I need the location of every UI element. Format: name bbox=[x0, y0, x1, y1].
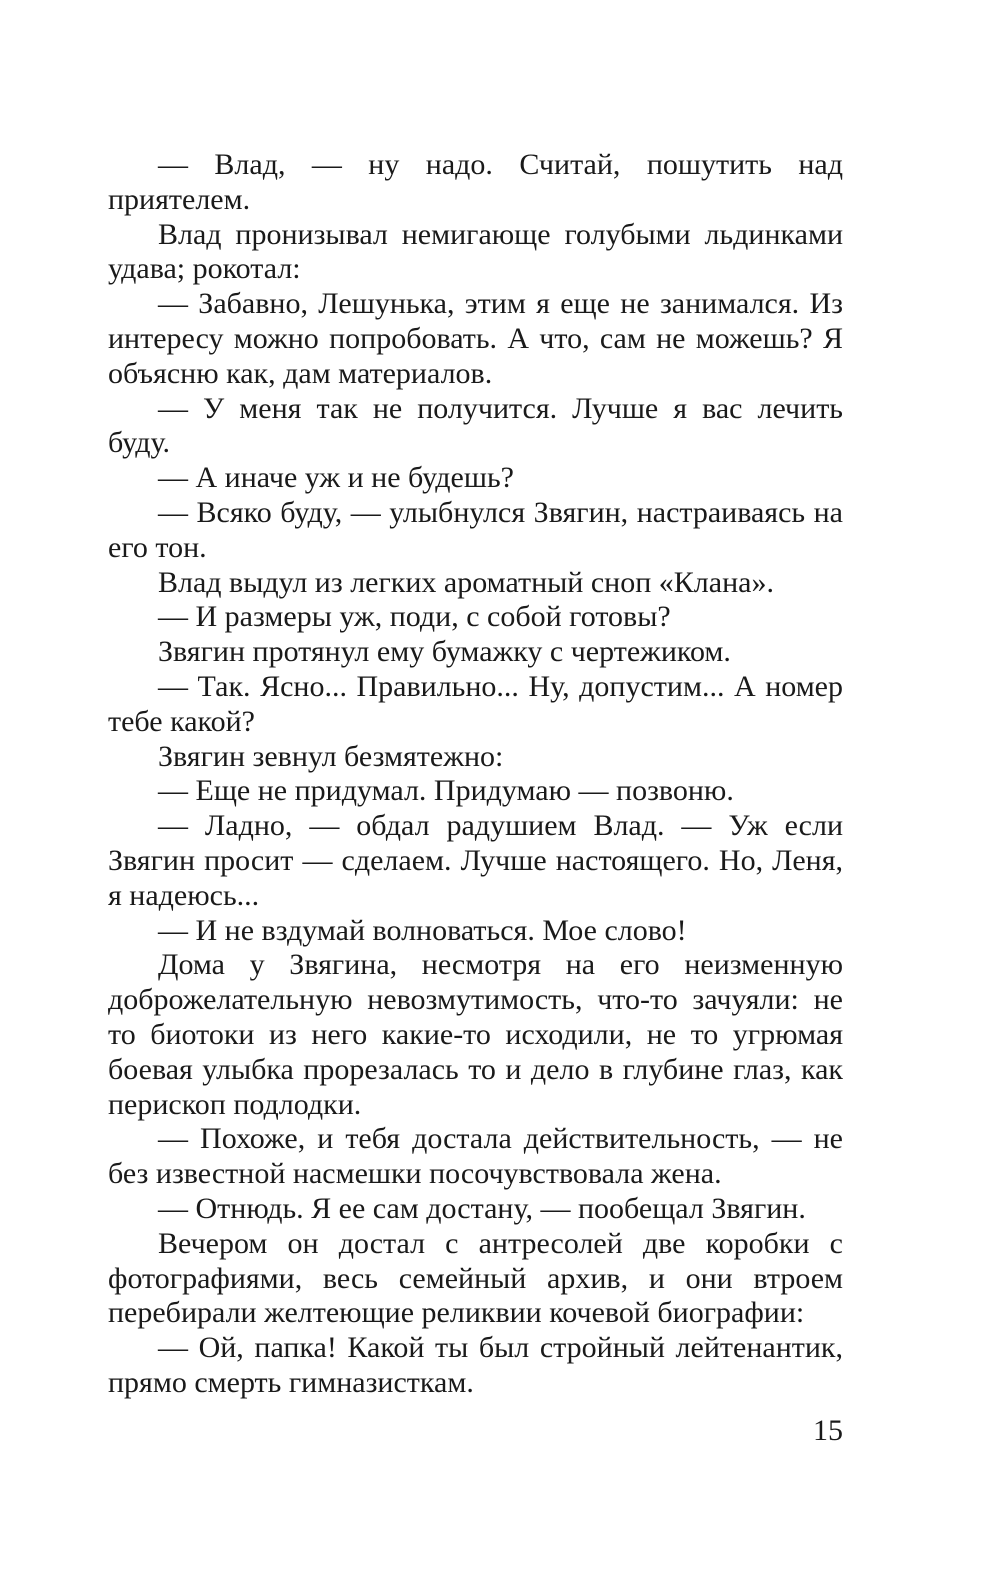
paragraph-16: — Похоже, и тебя достала действительность, — не без известной насмешки посочувствовала жена. bbox=[108, 1122, 843, 1191]
paragraph-10: — Так. Ясно... Правильно... Ну, допустим... А номер тебе какой? bbox=[108, 669, 843, 738]
paragraph-14: — И не вздумай волноваться. Мое слово! bbox=[158, 913, 687, 947]
paragraph-1: — Влад, — ну надо. Считай, пошутить над приятелем. bbox=[108, 148, 843, 216]
paragraph-12: — Еще не придумал. Придумаю — позвоню. bbox=[158, 774, 734, 808]
paragraph-2: Влад пронизывал немигающе голубыми льдинками удава; рокотал: bbox=[108, 217, 843, 286]
paragraph-17: — Отнюдь. Я ее сам достану, — пообещал Звягин. bbox=[158, 1191, 806, 1225]
page-number: 15 bbox=[813, 1414, 843, 1447]
paragraph-15: Дома у Звягина, несмотря на его неизменную доброжелательную невозмутимость, что-то зачуяли: не то биотоки из него какие-то исходили, не то угрюмая боевая улыбка прорезалась то и дело в глубине глаз, как перископ подлодки. bbox=[108, 948, 843, 1121]
paragraph-19: — Ой, папка! Какой ты был стройный лейтенантик, прямо смерть гимназисткам. bbox=[108, 1331, 843, 1399]
body-text bbox=[108, 148, 843, 1401]
paragraph-18: Вечером он достал с антресолей две коробки с фотографиями, весь семейный архив, и они втроем перебирали желтеющие реликвии кочевой биографии: bbox=[108, 1226, 843, 1330]
paragraph-7: Влад выдул из легких ароматный сноп «Клана». bbox=[158, 565, 774, 599]
paragraph-9: Звягин протянул ему бумажку с чертежиком. bbox=[158, 635, 731, 669]
paragraph-8: — И размеры уж, поди, с собой готовы? bbox=[158, 600, 671, 634]
paragraph-11: Звягин зевнул безмятежно: bbox=[158, 739, 504, 773]
paragraph-3: — Забавно, Лешунька, этим я еще не занимался. Из интересу можно попробовать. А что, сам не можешь? Я объясню как, дам материалов. bbox=[108, 287, 843, 390]
paragraph-5: — А иначе уж и не будешь? bbox=[158, 461, 514, 495]
paragraph-13: — Ладно, — обдал радушием Влад. — Уж если Звягин просит — сделаем. Лучше настоящего. Но, Леня, я надеюсь... bbox=[108, 809, 843, 912]
paragraph-4: — У меня так не получится. Лучше я вас лечить буду. bbox=[108, 391, 843, 460]
paragraph-6: — Всяко буду, — улыбнулся Звягин, настраиваясь на его тон. bbox=[108, 495, 843, 564]
